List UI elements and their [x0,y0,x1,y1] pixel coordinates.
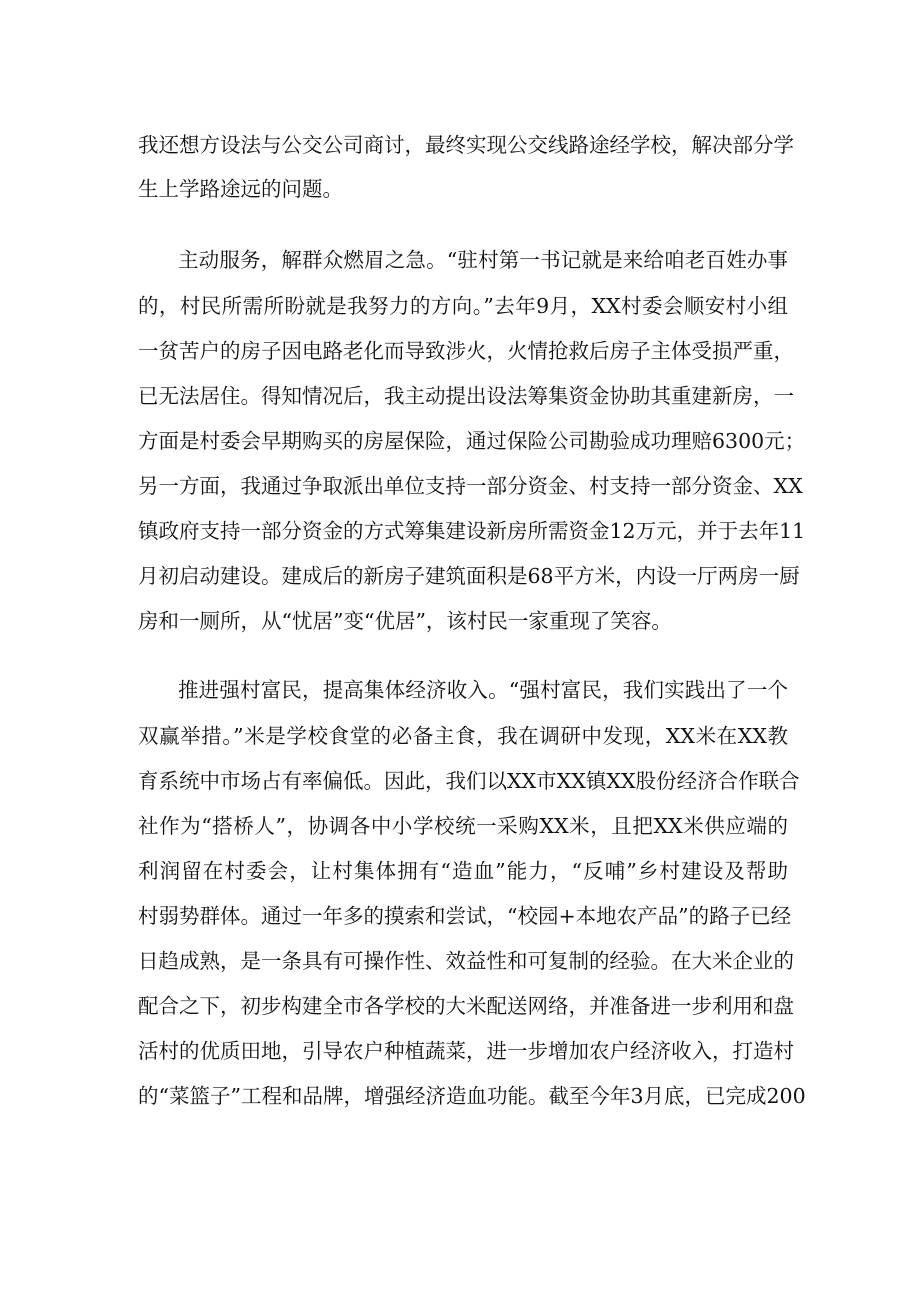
text-line-5: 一贫苦户的房子因电路老化而导致涉火，火情抢救后房子主体受损严重， [138,339,794,363]
text-line-15: 社作为“搭桥人”，协调各中小学校统一采购XX米，且把XX米供应端的 [138,814,788,838]
text-line-19: 配合之下，初步构建全市各学校的大米配送网络，并准备进一步利用和盘 [138,994,794,1018]
text-line-7: 方面是村委会早期购买的房屋保险，通过保险公司勘验成功理赔6300元； [138,429,806,453]
text-line-14: 育系统中市场占有率偏低。因此，我们以XX市XX镇XX股份经济合作联合 [138,769,800,793]
text-line-16: 利润留在村委会，让村集体拥有“造血”能力，“反哺”乡村建设及帮助 [138,859,788,883]
text-line-13: 双赢举措。”米是学校食堂的必备主食，我在调研中发现，XX米在XX教 [138,724,788,748]
text-line-9: 镇政府支持一部分资金的方式筹集建设新房所需资金12万元，并于去年11 [138,519,806,543]
text-line-11: 房和一厕所，从“忧居”变“优居”，该村民一家重现了笑容。 [138,609,672,633]
text-line-4: 的，村民所需所盼就是我努力的方向。”去年9月，XX村委会顺安村小组 [138,294,788,318]
text-line-18: 日趋成熟，是一条具有可操作性、效益性和可复制的经验。在大米企业的 [138,949,794,973]
text-line-17: 村弱势群体。通过一年多的摸索和尝试，“校园+本地农产品”的路子已经 [138,904,792,928]
text-line-8: 另一方面，我通过争取派出单位支持一部分资金、村支持一部分资金、XX [138,474,803,498]
text-line-12: 推进强村富民，提高集体经济收入。“强村富民，我们实践出了一个 [178,678,788,702]
text-line-20: 活村的优质田地，引导农户种植蔬菜，进一步增加农户经济收入，打造村 [138,1039,794,1063]
text-line-21: 的“菜篮子”工程和品牌，增强经济造血功能。截至今年3月底，已完成200 [138,1084,806,1108]
text-line-6: 已无法居住。得知情况后，我主动提出设法筹集资金协助其重建新房，一 [138,384,794,408]
text-line-3: 主动服务，解群众燃眉之急。“驻村第一书记就是来给咱老百姓办事 [178,248,788,272]
text-line-10: 月初启动建设。建成后的新房子建筑面积是68平方米，内设一厅两房一厨 [138,564,800,588]
text-line-2: 生上学路途远的问题。 [138,177,343,201]
text-line-1: 我还想方设法与公交公司商讨，最终实现公交线路途经学校，解决部分学 [138,133,794,157]
